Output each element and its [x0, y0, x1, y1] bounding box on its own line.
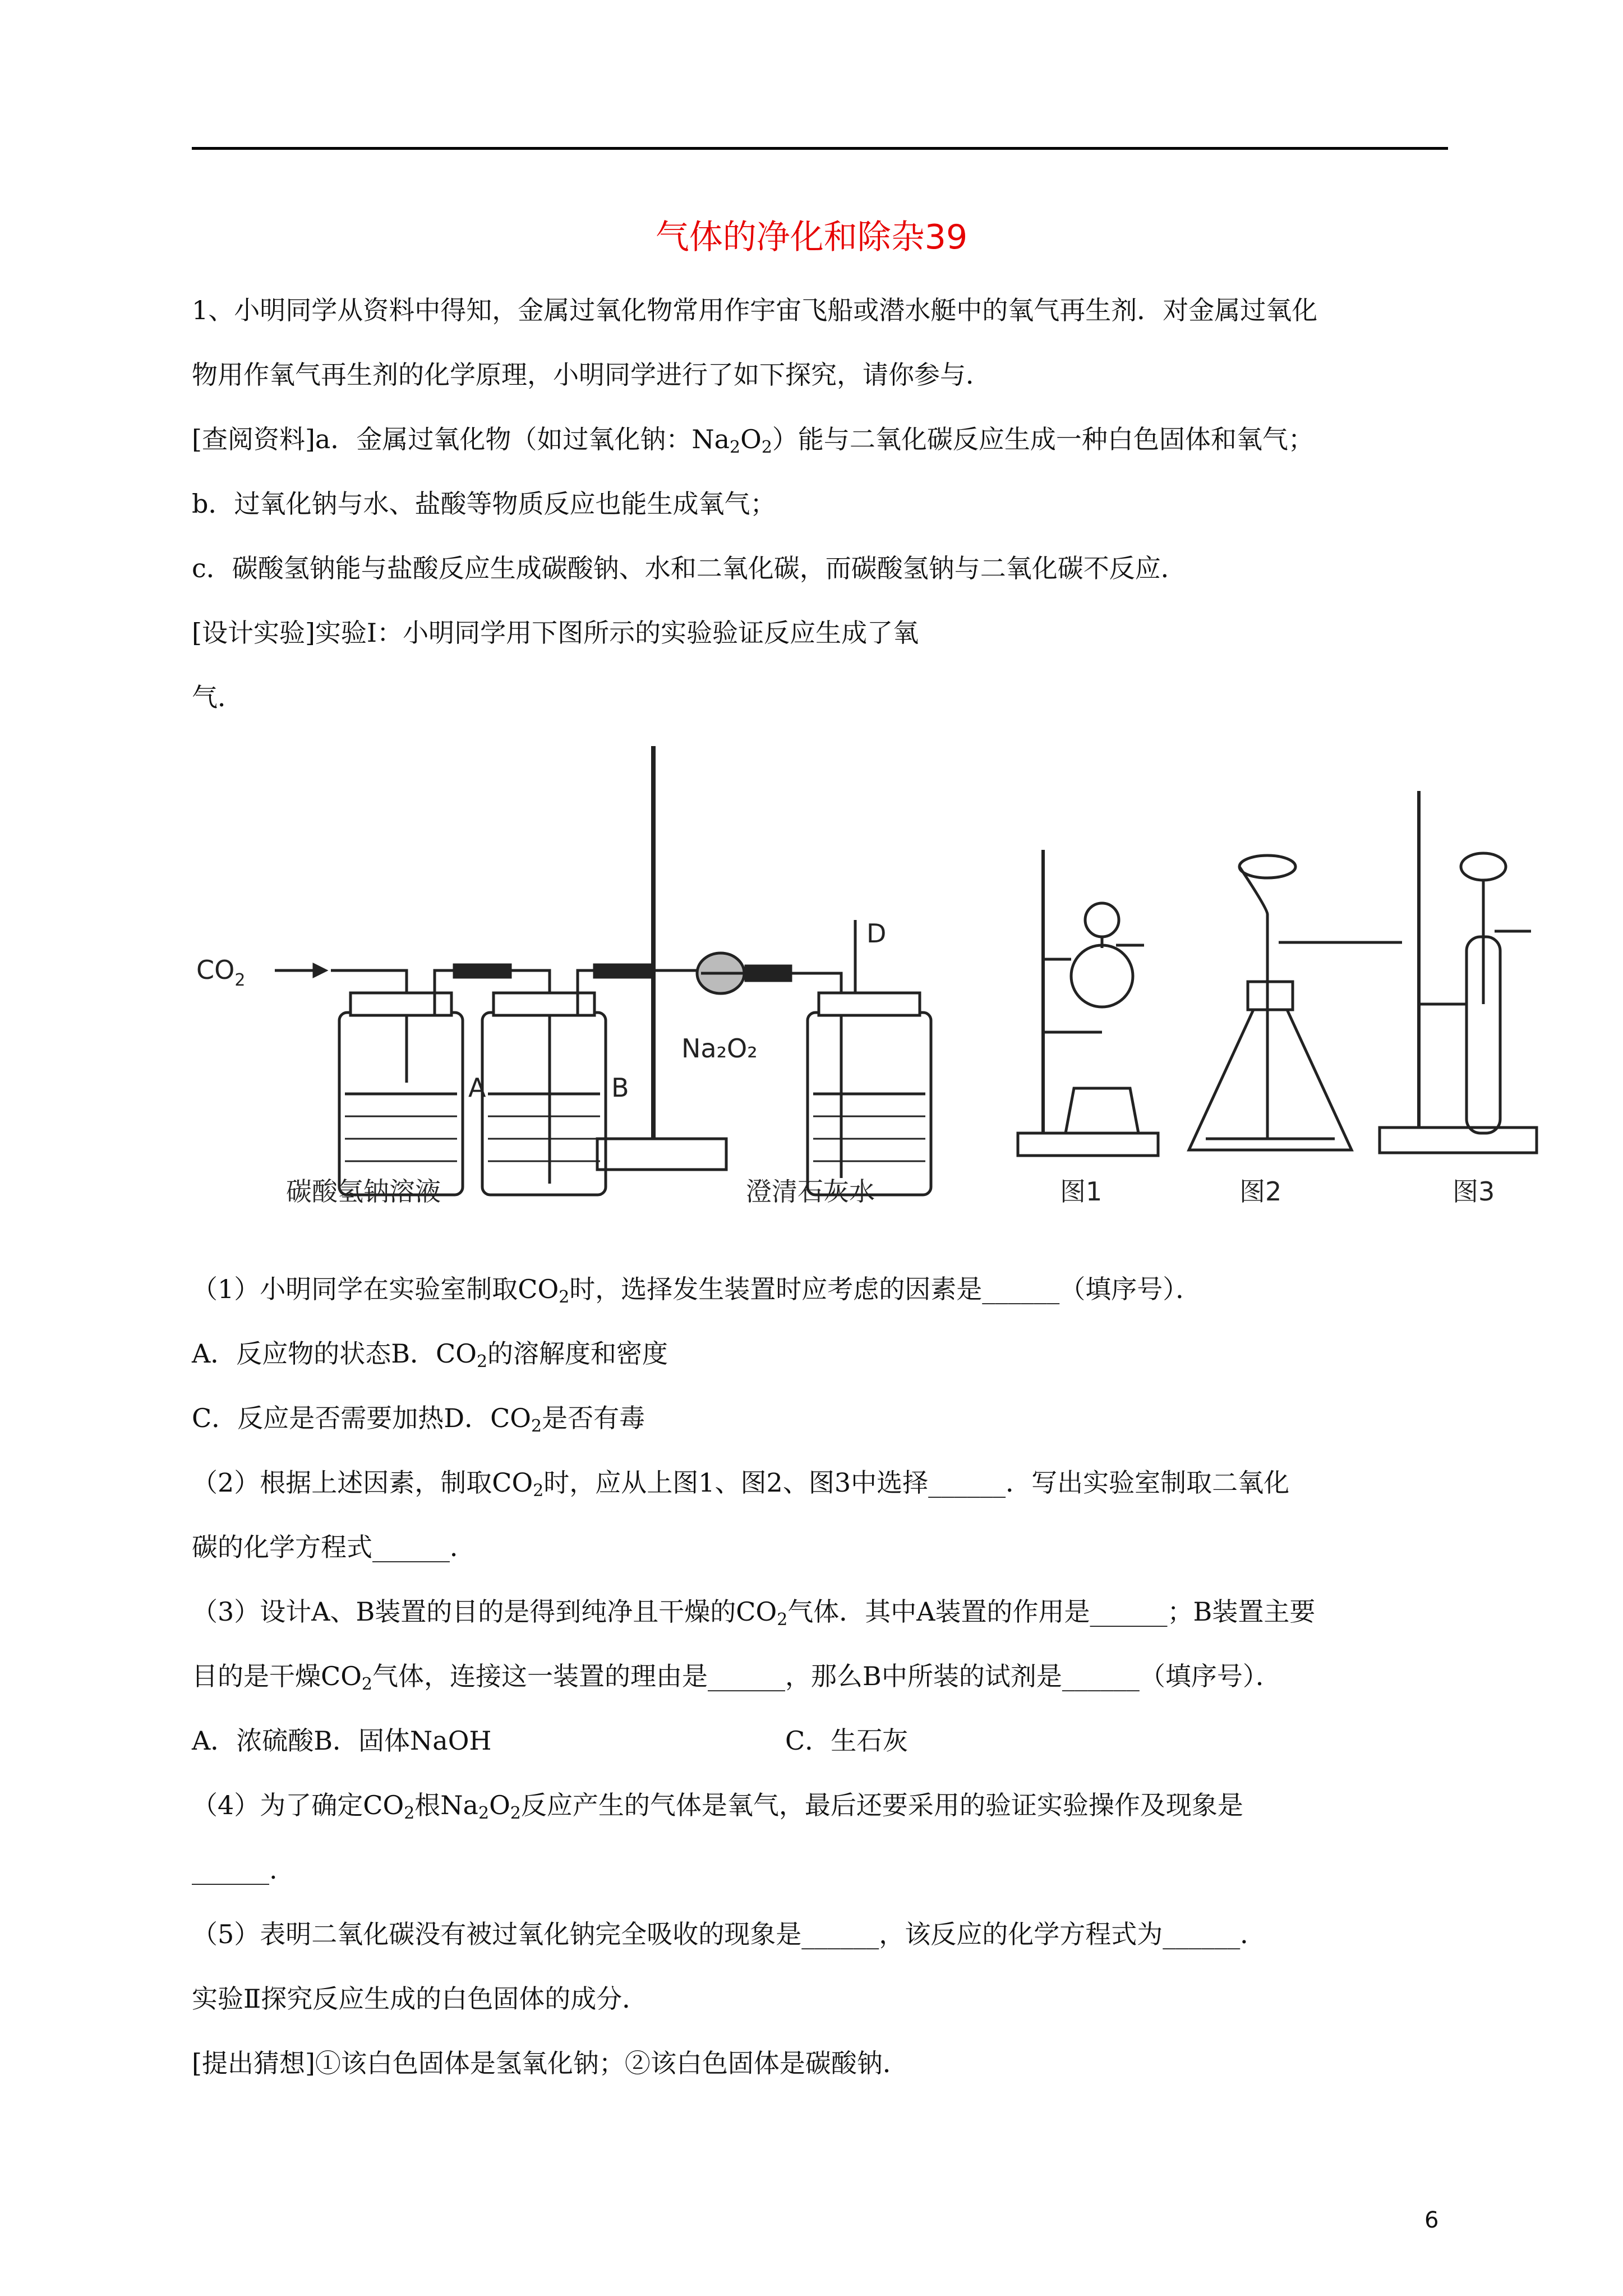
q1-opt1-b: 的溶解度和密度 — [487, 1338, 668, 1369]
label-b: B — [611, 1073, 629, 1103]
q4-line-2: ______. — [192, 1855, 278, 1885]
q3-line-2 — [192, 1661, 1281, 1694]
q3-line1-b: 气体．其中A装置的作用是______；B装置主要 — [787, 1596, 1316, 1627]
q1-opt2-a: C．反应是否需要加热D．CO — [192, 1403, 531, 1433]
q1-options-1 — [192, 1338, 668, 1372]
q1-options-2 — [192, 1403, 645, 1436]
subscript: 2 — [510, 1803, 521, 1823]
q1-stem-a: （1）小明同学在实验室制取CO — [192, 1274, 559, 1304]
fig2-flask — [1189, 1010, 1352, 1150]
subscript: 2 — [730, 438, 741, 457]
q4-line-1 — [192, 1790, 1243, 1823]
iron-stand-base — [597, 1139, 726, 1170]
subscript: 2 — [777, 1610, 788, 1630]
q3-option-c: C．生石灰 — [785, 1726, 909, 1756]
q2-line1-a: （2）根据上述因素，制取CO — [192, 1467, 533, 1498]
intro-line-1: 1、小明同学从资料中得知，金属过氧化物常用作宇宙飞船或潜水艇中的氧气再生剂．对金属过氧化 — [192, 295, 1318, 325]
arrow-head — [314, 965, 325, 976]
subscript: 2 — [404, 1803, 415, 1823]
page-title: 气体的净化和除杂39 — [655, 218, 968, 257]
subscript: 2 — [533, 1481, 544, 1501]
subscript: 2 — [361, 1674, 373, 1694]
fig1-flask — [1071, 945, 1133, 1007]
apparatus-figure — [185, 724, 1565, 1223]
q1-opt2-b: 是否有毒 — [542, 1403, 645, 1433]
design-line-2: 气． — [192, 682, 243, 712]
lookup-a-mid: O — [740, 424, 762, 454]
subscript: 2 — [476, 1352, 488, 1372]
rubber-tube — [454, 965, 510, 977]
q2-line1-b: 时，应从上图1、图2、图3中选择______．写出实验室制取二氧化 — [543, 1467, 1290, 1498]
fig3-caption: 图3 — [1453, 1176, 1495, 1207]
header-rule — [192, 147, 1448, 150]
co2-label: $CO_2$ — [196, 955, 246, 990]
subscript: 2 — [761, 438, 772, 457]
lookup-a-prefix: [查阅资料]a．金属过氧化物（如过氧化钠：Na — [192, 424, 730, 454]
left-caption: 碳酸氢钠溶液 — [286, 1176, 441, 1207]
q1-opt1-a: A．反应物的状态B．CO — [192, 1338, 477, 1369]
experiment-2: 实验Ⅱ探究反应生成的白色固体的成分． — [192, 1984, 648, 2014]
lookup-c: c．碳酸氢钠能与盐酸反应生成碳酸钠、水和二氧化碳，而碳酸氢钠与二氧化碳不反应． — [192, 553, 1187, 583]
apparatus-diagram — [185, 724, 1565, 1223]
q3-options — [192, 1728, 492, 1754]
subscript: 2 — [531, 1416, 542, 1436]
q1-stem-b: 时，选择发生装置时应考虑的因素是______（填序号）． — [569, 1274, 1202, 1304]
q2-line-1 — [192, 1467, 1290, 1501]
q5-line-1: （5）表明二氧化碳没有被过氧化钠完全吸收的现象是______，该反应的化学方程式为______． — [192, 1919, 1266, 1949]
design-line-1: [设计实验]实验Ⅰ：小明同学用下图所示的实验验证反应生成了氧 — [192, 618, 919, 648]
q4-line1-d: 反应产生的气体是氧气，最后还要采用的验证实验操作及现象是 — [520, 1790, 1243, 1820]
na2o2-label: Na₂O₂ — [681, 1033, 758, 1064]
fig1-funnel — [1085, 903, 1119, 937]
intro-line-2: 物用作氧气再生剂的化学原理，小明同学进行了如下探究，请你参与． — [192, 360, 992, 390]
lookup-a — [192, 424, 1314, 457]
hypothesis: [提出猜想]①该白色固体是氢氧化钠；②该白色固体是碳酸钠． — [192, 2048, 909, 2078]
q2-line-2: 碳的化学方程式______． — [192, 1532, 476, 1562]
lookup-a-suffix: ）能与二氧化碳反应生成一种白色固体和氧气； — [772, 424, 1314, 454]
q4-line1-c: O — [489, 1790, 510, 1820]
lookup-b: b．过氧化钠与水、盐酸等物质反应也能生成氧气； — [192, 489, 776, 519]
q4-line1-a: （4）为了确定CO — [192, 1790, 404, 1820]
label-d: D — [866, 918, 887, 949]
subscript: 2 — [478, 1803, 490, 1823]
fig2-funnel — [1239, 855, 1295, 878]
fig2-caption: 图2 — [1239, 1176, 1282, 1207]
q1-stem — [192, 1274, 1202, 1307]
right-caption: 澄清石灰水 — [746, 1176, 875, 1207]
fig1-burner — [1066, 1088, 1138, 1133]
bottle-a — [339, 1013, 463, 1195]
page-number: 6 — [1424, 2207, 1439, 2233]
q3-line2-a: 目的是干燥CO — [192, 1661, 362, 1691]
bottle-c — [808, 1013, 931, 1195]
fig1-caption: 图1 — [1060, 1176, 1103, 1207]
q3-line2-b: 气体，连接这一装置的理由是______，那么B中所装的试剂是______（填序号）． — [372, 1661, 1281, 1691]
bottle-b — [482, 1013, 606, 1195]
q3-line-1 — [192, 1596, 1316, 1630]
subscript: 2 — [559, 1287, 570, 1307]
fig3-funnel — [1461, 853, 1506, 880]
q4-line1-b: 根Na — [414, 1790, 478, 1820]
q3-line1-a: （3）设计A、B装置的目的是得到纯净且干燥的CO — [192, 1596, 777, 1627]
label-a: A — [468, 1073, 486, 1103]
q3-opt-ab: A．浓硫酸B．固体NaOH — [192, 1726, 492, 1756]
